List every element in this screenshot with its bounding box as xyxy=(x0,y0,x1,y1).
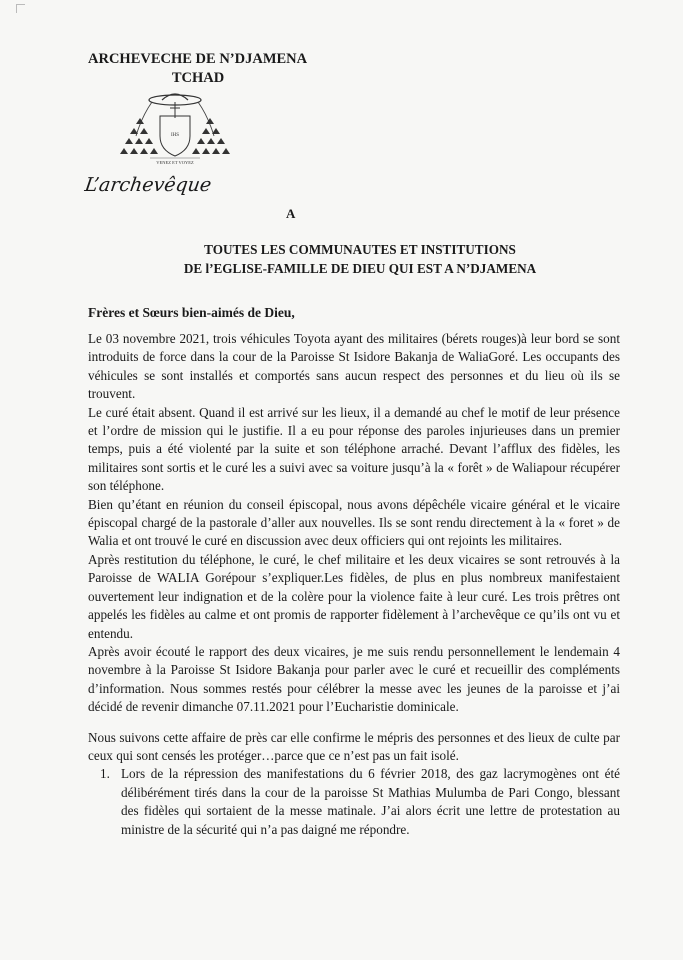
paragraph: Le curé était absent. Quand il est arrivé sur les lieux, il a demandé au chef le motif de leur présence et l’ordre de mission qui le justifie. Il a eu pour réponse des paroles injurieuses dans un premier temps, puis a été violenté par la suite et son téléphone arraché. Devant l’afflux des fidèles, les militaires sont sortis et le curé les a suivi avec sa voiture jusqu’à la « forêt » de Waliapour récupérer son téléphone. xyxy=(88,404,620,494)
scan-mark xyxy=(16,4,25,13)
paragraph: Nous suivons cette affaire de près car elle confirme le mépris des personnes et des lieux de culte par ceux qui sont censés les protéger…parce que ce n’est pas un fait isolé. xyxy=(88,729,620,763)
addressee-line-1: TOUTES LES COMMUNAUTES ET INSTITUTIONS xyxy=(204,242,516,257)
addressee-block xyxy=(100,240,620,278)
addressee-line-2: DE l’EGLISE-FAMILLE DE DIEU QUI EST A N’DJAMENA xyxy=(183,261,537,276)
paragraph: Après avoir écouté le rapport des deux vicaires, je me suis rendu personnellement le lendemain 4 novembre à la Paroisse St Isidore Bakanja pour parler avec le curé et recueillir des compléments d’information. Nous sommes restés pour célébrer la messe avec les jeunes de la paroisse et j’ai décidé de revenir dimanche 07.11.2021 pour l’Eucharistie dominicale. xyxy=(88,643,620,715)
letterhead-line-2: TCHAD xyxy=(171,70,225,86)
letter-body xyxy=(88,330,620,839)
paragraph: Le 03 novembre 2021, trois véhicules Toyota ayant des militaires (bérets rouges)à leur bord se sont introduits de force dans la cour de la Paroisse St Isidore Bakanja de WaliaGoré. Les occupants des véhicules se sont installés et comportés sans aucun respect des personnes et du lieu où ils se trouvent. xyxy=(88,331,620,402)
handwritten-signature: L’archevêque xyxy=(83,174,213,196)
paragraph: Après restitution du téléphone, le curé, le chef militaire et les deux vicaires se sont retrouvés à la Paroisse de WALIA Gorépour s’expliquer.Les fidèles, de plus en plus nombreux manifestaient ouvertement leur indignation et de la colère pour la violence faite à leur curé. Les trois prêtres ont appelés les fidèles au calme et ont promis de rapporter fidèlement à l’archevêque ce qu’ils ont vu et entendu. xyxy=(88,551,620,641)
list-item-text: Lors de la répression des manifestations du 6 février 2018, des gaz lacrymogènes ont été délibérément tirés dans la cour de la paroisse St Mathias Mulumba de Pari Congo, blessant des fidèles qui sortaient de la messe matinale. J’ai alors écrit une lettre de protestation au ministre de la sécurité qui n’a pas daigné me répondre. xyxy=(121,766,620,837)
svg-text:VENEZ ET VOYEZ: VENEZ ET VOYEZ xyxy=(156,160,194,165)
list-item xyxy=(88,765,620,839)
coat-of-arms-icon xyxy=(120,88,230,166)
salutation: Frères et Sœurs bien-aimés de Dieu, xyxy=(88,305,295,320)
incident-list xyxy=(88,765,620,839)
letterhead-line-1: ARCHEVECHE DE N’DJAMENA xyxy=(88,51,308,67)
letterhead xyxy=(88,50,308,88)
paragraph: Bien qu’étant en réunion du conseil épiscopal, nous avons dépêchéle vicaire général et le vicaire épiscopal chargé de la pastorale d’aller aux nouvelles. Ils se sont rendu directement à la « foret » de Walia et ont trouvé le curé en discussion avec deux officiers qui ont rejoints les militaires. xyxy=(88,496,620,549)
addressee-prefix: A xyxy=(286,206,296,221)
svg-text:IHS: IHS xyxy=(170,133,180,138)
list-item-number: 1. xyxy=(100,766,110,782)
